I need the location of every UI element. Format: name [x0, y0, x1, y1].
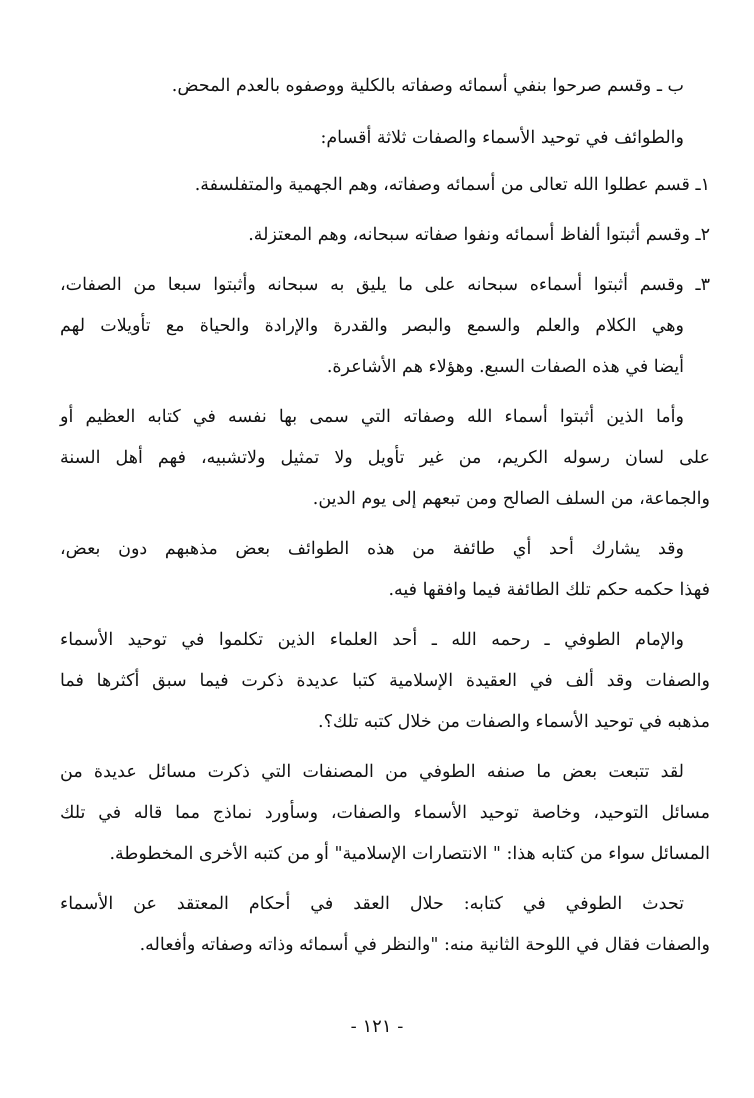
text-line: أيضا في هذه الصفات السبع. وهؤلاء هم الأشاعرة. [326, 357, 684, 377]
text-line: وأما الذين أثبتوا أسماء الله وصفاته التي سمى بها نفسه في كتابه العظيم أو [60, 407, 684, 427]
text-line: فهذا حكمه حكم تلك الطائفة فيما وافقها فيه. [388, 580, 710, 600]
text-line: ب ـ وقسم صرحوا بنفي أسمائه وصفاته بالكلية ووصفوه بالعدم المحض. [171, 76, 684, 96]
text-line: وقد يشارك أحد أي طائفة من هذه الطوائف بعض مذهبهم دون بعض، [60, 539, 684, 559]
text-line: المسائل سواء من كتابه هذا: " الانتصارات الإسلامية" أو من كتبه الأخرى المخطوطة. [109, 844, 710, 864]
text-line: على لسان رسوله الكريم، من غير تأويل ولا تمثيل ولاتشبيه، فهم أهل السنة [60, 448, 710, 468]
text-line: مسائل التوحيد، وخاصة توحيد الأسماء والصفات، وسأورد نماذج مما قاله في تلك [60, 803, 710, 823]
page-number: - ١٢١ - [350, 1016, 404, 1037]
text-line: والصفات وقد ألف في العقيدة الإسلامية كتبا عديدة ذكرت فيما سبق أكثرها فما [60, 671, 710, 691]
text-line: وهي الكلام والعلم والسمع والبصر والقدرة والإرادة والحياة مع تأويلات لهم [60, 316, 684, 336]
text-line: والجماعة، من السلف الصالح ومن تبعهم إلى يوم الدين. [312, 489, 710, 509]
text-line: تحدث الطوفي في كتابه: حلال العقد في أحكام المعتقد عن الأسماء [60, 894, 684, 914]
text-line: والإمام الطوفي ـ رحمه الله ـ أحد العلماء الذين تكلموا في توحيد الأسماء [60, 630, 684, 650]
text-line: ٣ـ وقسم أثبتوا أسماءه سبحانه على ما يليق به سبحانه وأثبتوا سبعا من الصفات، [60, 275, 710, 295]
text-line: ١ـ قسم عطلوا الله تعالى من أسمائه وصفاته، وهم الجهمية والمتفلسفة. [194, 175, 710, 195]
text-line: لقد تتبعت بعض ما صنفه الطوفي من المصنفات التي ذكرت مسائل عديدة من [60, 762, 684, 782]
text-line: ٢ـ وقسم أثبتوا ألفاظ أسمائه ونفوا صفاته سبحانه، وهم المعتزلة. [248, 225, 710, 245]
text-line: والطوائف في توحيد الأسماء والصفات ثلاثة أقسام: [320, 128, 684, 148]
text-line: مذهبه في توحيد الأسماء والصفات من خلال كتبه تلك؟. [318, 712, 710, 732]
text-line: والصفات فقال في اللوحة الثانية منه: "والنظر في أسمائه وذاته وصفاته وأفعاله. [139, 935, 710, 955]
